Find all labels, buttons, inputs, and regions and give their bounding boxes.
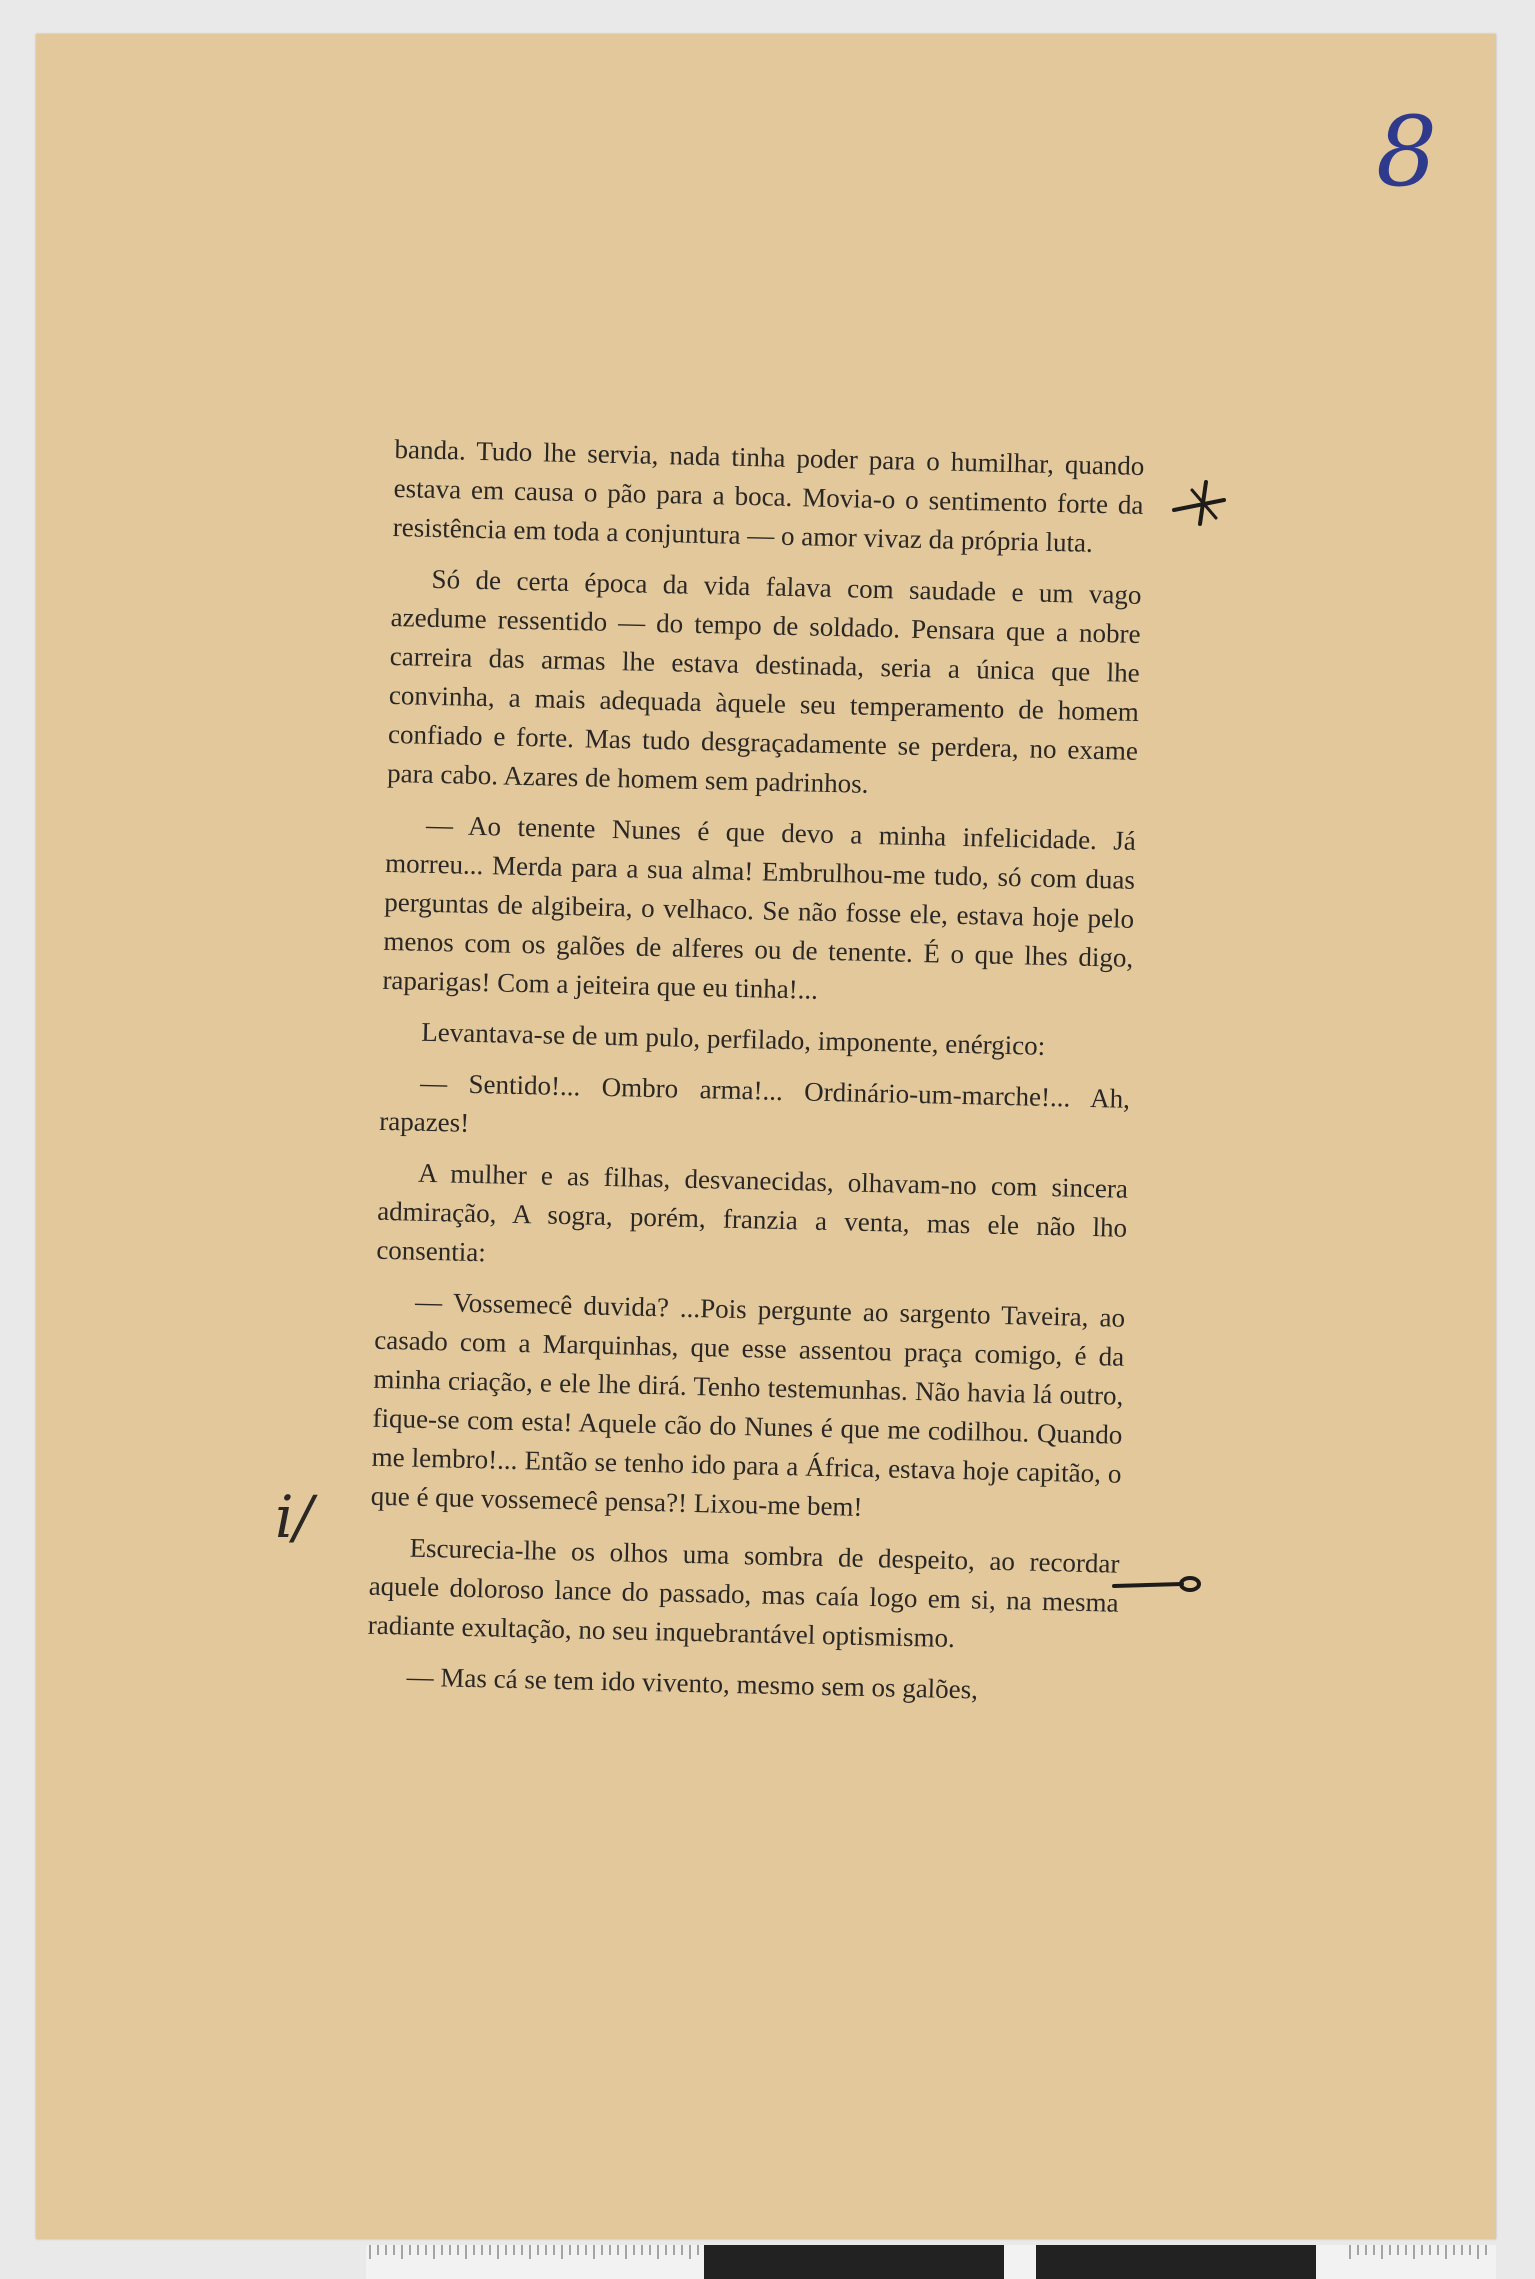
color-scale-bar: [366, 2245, 1496, 2279]
margin-cross-mark: [1170, 478, 1228, 528]
scale-black-block: [704, 2245, 1004, 2279]
paragraph: Escurecia-lhe os olhos uma sombra de despeito, ao recordar aquele doloroso lance do passado, mas caía logo em si, na mesma radiante exultação, no seu inquebrantável optismismo.: [367, 1532, 1120, 1654]
paragraph: banda. Tudo lhe servia, nada tinha poder para o humilhar, quando estava em causa o pão para a boca. Movia-o o sentimento forte da resistência em toda a conjuntura — o amor vivaz da própria luta.: [392, 433, 1145, 558]
scale-ruler-ticks: [366, 2245, 706, 2279]
page-number: 8: [1376, 96, 1438, 208]
scale-black-block: [1036, 2245, 1316, 2279]
paragraph: — Mas cá se tem ido vivento, mesmo sem os galões,: [406, 1661, 979, 1705]
margin-handwritten-note: i/: [275, 1483, 314, 1551]
scale-ruler-ticks: [1346, 2245, 1496, 2279]
paragraph: — Ao tenente Nunes é que devo a minha infelicidade. Já morreu... Merda para a sua alma! Embrulhou-me tudo, só com duas perguntas de algibeira, o velhaco. Se não fosse ele, estava hoje pelo menos com os galões de alferes ou de tenente. É o que lhes digo, raparigas! Com a jeiteira que eu tinha!...: [382, 809, 1137, 1005]
body-text: [366, 430, 1145, 1725]
paragraph: — Vossemecê duvida? ...Pois pergunte ao sargento Taveira, ao casado com a Marquinhas, que esse assentou praça comigo, é da minha criação, e ele lhe dirá. Tenho testemunhas. Não havia lá outro, fique-se com esta! Aquele cão do Nunes é que me codilhou. Quando me lembro!... Então se tenho ido para a África, estava hoje capitão, o que é que vossemecê pensa?! Lixou-me bem!: [370, 1286, 1126, 1522]
paragraph: Só de certa época da vida falava com saudade e um vago azedume ressentido — do tempo de soldado. Pensara que a nobre carreira das armas lhe estava destinada, seria a única que lhe convinha, a mais adequada àquele seu temperamento de homem confiado e forte. Mas tudo desgraçadamente se perdera, no exame para cabo. Azares de homem sem padrinhos.: [386, 563, 1142, 799]
paragraph: A mulher e as filhas, desvanecidas, olhavam-no com sincera admiração, A sogra, porém, franzia a venta, mas ele não lho consentia:: [376, 1157, 1129, 1268]
paragraph: — Sentido!... Ombro arma!... Ordinário-um-marche!... Ah, rapazes!: [378, 1067, 1131, 1138]
paragraph: Levantava-se de um pulo, perfilado, imponente, enérgico:: [421, 1016, 1046, 1061]
margin-line-mark: [1112, 1570, 1202, 1600]
